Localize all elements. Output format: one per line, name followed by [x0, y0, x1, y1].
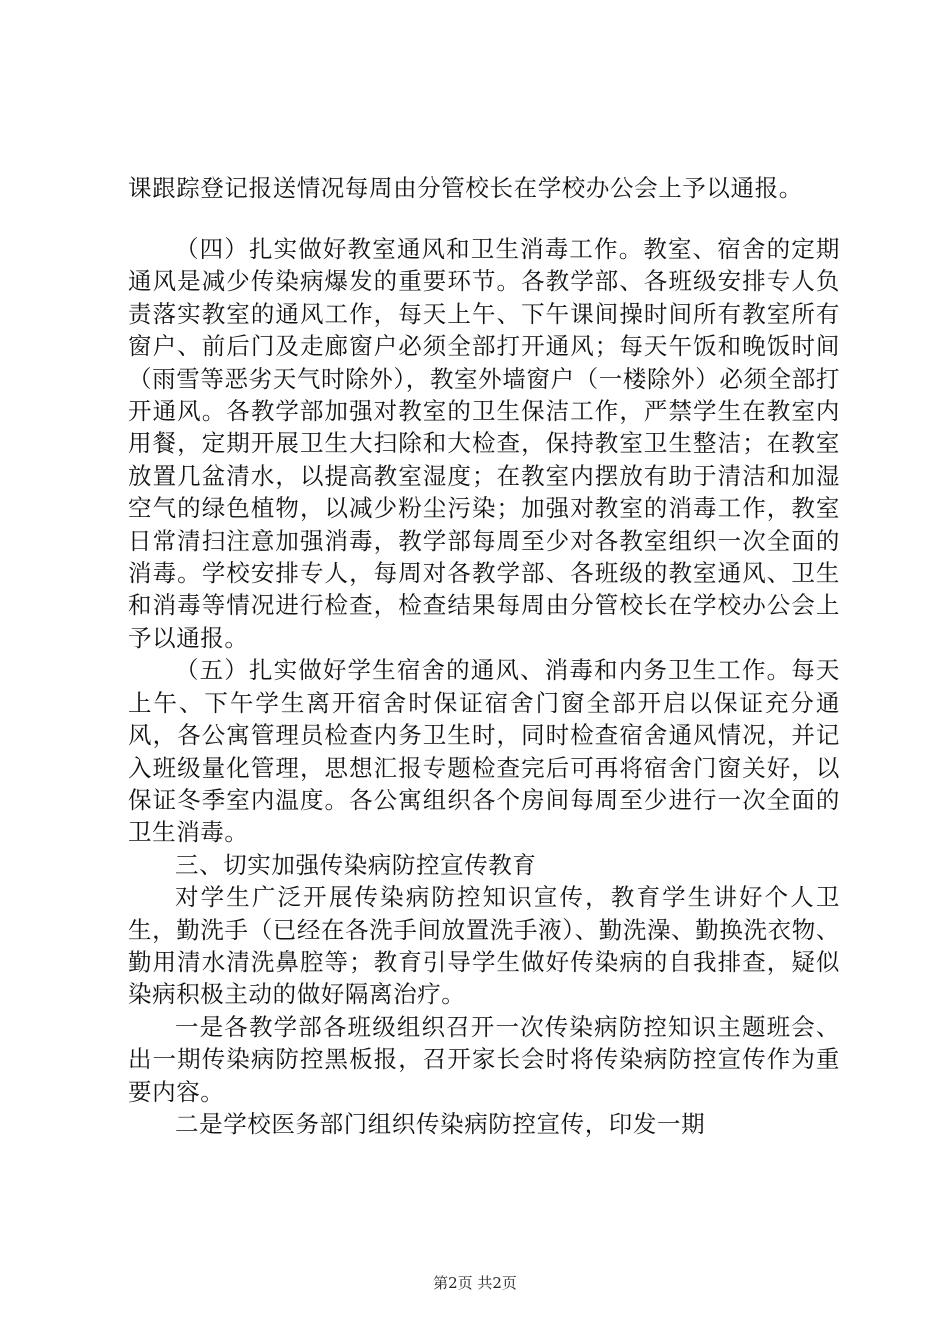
measure-one-paragraph: 一是各教学部各班级组织召开一次传染病防控知识主题班会、出一期传染病防控黑板报，召开家长会时将传染病防控宣传作为重要内容。	[128, 1012, 840, 1106]
section-3-heading: 三、切实加强传染病防控宣传教育	[175, 850, 537, 879]
main-text-block	[128, 233, 840, 1140]
section-5-paragraph: （五）扎实做好学生宿舍的通风、消毒和内务卫生工作。每天上午、下午学生离开宿舍时保证宿舍门窗全部开启以保证充分通风，各公寓管理员检查内务卫生时，同时检查宿舍通风情况，并记入班级量化管理，思想汇报专题检查完后可再将宿舍门窗关好，以保证冬季室内温度。各公寓组织各个房间每周至少进行一次全面的卫生消毒。	[128, 656, 840, 847]
measure-two-paragraph: 二是学校医务部门组织传染病防控宣传，印发一期	[175, 1109, 706, 1138]
carryover-block	[128, 172, 840, 204]
carryover-paragraph: 课跟踪登记报送情况每周由分管校长在学校办公会上予以通报。	[128, 174, 803, 202]
education-paragraph: 对学生广泛开展传染病防控知识宣传，教育学生讲好个人卫生，勤洗手（已经在各洗手间放置洗手液）、勤洗澡、勤换洗衣物、勤用清水清洗鼻腔等；教育引导学生做好传染病的自我排查，疑似染病积极主动的做好隔离治疗。	[128, 883, 840, 1009]
section-4-paragraph: （四）扎实做好教室通风和卫生消毒工作。教室、宿舍的定期通风是减少传染病爆发的重要环节。各教学部、各班级安排专人负责落实教室的通风工作，每天上午、下午课间操时间所有教室所有窗户、前后门及走廊窗户必须全部打开通风；每天午饭和晚饭时间（雨雪等恶劣天气时除外），教室外墙窗户（一楼除外）必须全部打开通风。各教学部加强对教室的卫生保洁工作，严禁学生在教室内用餐，定期开展卫生大扫除和大检查，保持教室卫生整洁；在教室放置几盆清水，以提高教室湿度；在教室内摆放有助于清洁和加湿空气的绿色植物，以减少粉尘污染；加强对教室的消毒工作，教室日常清扫注意加强消毒，教学部每周至少对各教室组织一次全面的消毒。学校安排专人，每周对各教学部、各班级的教室通风、卫生和消毒等情况进行检查，检查结果每周由分管校长在学校办公会上予以通报。	[128, 235, 840, 652]
page-number-label: 第2页 共2页	[433, 1274, 517, 1292]
page-footer	[0, 1273, 950, 1293]
